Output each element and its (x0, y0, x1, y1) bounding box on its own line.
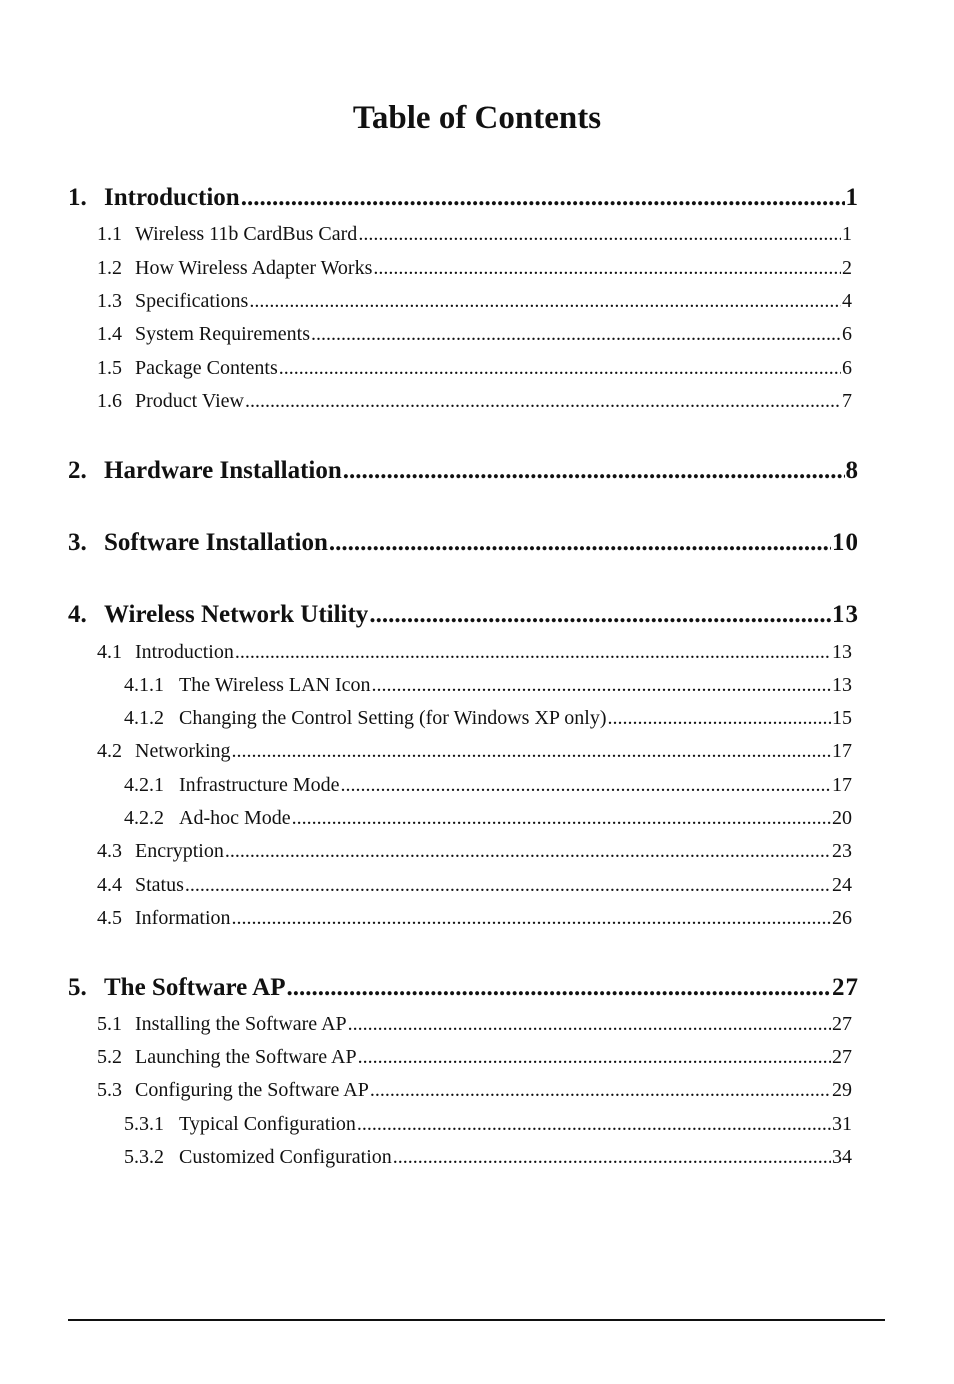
toc-section-title: How Wireless Adapter Works (135, 257, 373, 279)
toc-chapter-title: Wireless Network Utility (104, 601, 369, 628)
toc-chapter-2[interactable] (68, 455, 859, 487)
toc-page-number: 34 (832, 1146, 852, 1168)
toc-section-title: Product View (135, 390, 244, 412)
dot-leader (329, 527, 831, 559)
toc-page-number: 27 (832, 1013, 852, 1035)
dot-leader (357, 1111, 831, 1137)
toc-subsection-number: 4.2.1 (124, 774, 164, 796)
toc-section-title: System Requirements (135, 323, 310, 345)
toc-section-title: Package Contents (135, 357, 278, 379)
toc-page-number: 2 (842, 257, 852, 279)
toc-chapter-3[interactable] (68, 527, 859, 559)
toc-section-1-2[interactable] (97, 255, 852, 281)
dot-leader (232, 905, 831, 931)
toc-page-number: 13 (832, 601, 859, 628)
toc-section-title: Status (135, 874, 184, 896)
toc-page-number: 4 (842, 290, 852, 312)
toc-subsection-title: Infrastructure Mode (179, 774, 340, 796)
toc-section-number: 1.2 (97, 257, 122, 279)
toc-section-title: Specifications (135, 290, 249, 312)
dot-leader (608, 705, 831, 731)
toc-section-title: Launching the Software AP (135, 1046, 357, 1068)
toc-section-number: 1.4 (97, 323, 122, 345)
toc-chapter-number: 3. (68, 529, 87, 556)
toc-chapter-title: Hardware Installation (104, 457, 342, 484)
toc-page-number: 7 (842, 390, 852, 412)
toc-section-4-3[interactable] (97, 838, 852, 864)
toc-page-number: 23 (832, 840, 852, 862)
toc-chapter-number: 4. (68, 601, 87, 628)
toc-section-title: Introduction (135, 641, 234, 663)
toc-page-number: 13 (832, 641, 852, 663)
toc-chapter-5[interactable] (68, 972, 859, 1004)
dot-leader (232, 738, 831, 764)
page-title: Table of Contents (352, 100, 602, 136)
toc-page-number: 17 (832, 740, 852, 762)
toc-chapter-title: The Software AP (104, 974, 286, 1001)
toc-subsection-number: 5.3.2 (124, 1146, 164, 1168)
toc-subsection-5-3-2[interactable] (124, 1144, 852, 1170)
toc-subsection-title: Changing the Control Setting (for Windows XP only) (179, 707, 607, 729)
toc-section-number: 1.5 (97, 357, 122, 379)
dot-leader (373, 255, 841, 281)
toc-section-4-4[interactable] (97, 872, 852, 898)
toc-subsection-number: 4.2.2 (124, 807, 164, 829)
toc-page-number: 13 (832, 674, 852, 696)
toc-page-number: 27 (832, 974, 859, 1001)
toc-page-number: 6 (842, 357, 852, 379)
toc-subsection-5-3-1[interactable] (124, 1111, 852, 1137)
toc-section-1-4[interactable] (97, 321, 852, 347)
toc-page-number: 29 (832, 1079, 852, 1101)
toc-section-number: 5.1 (97, 1013, 122, 1035)
toc-section-1-5[interactable] (97, 355, 852, 381)
toc-section-number: 1.3 (97, 290, 122, 312)
toc-section-4-5[interactable] (97, 905, 852, 931)
toc-chapter-title: Software Installation (104, 529, 328, 556)
toc-section-number: 4.1 (97, 641, 122, 663)
dot-leader (225, 838, 831, 864)
toc-subsection-4-2-1[interactable] (124, 772, 852, 798)
toc-section-4-2[interactable] (97, 738, 852, 764)
toc-subsection-number: 5.3.1 (124, 1113, 164, 1135)
toc-section-number: 4.2 (97, 740, 122, 762)
toc-section-title: Wireless 11b CardBus Card (135, 223, 358, 245)
toc-section-title: Installing the Software AP (135, 1013, 347, 1035)
dot-leader (311, 321, 841, 347)
toc-subsection-number: 4.1.1 (124, 674, 164, 696)
dot-leader (358, 221, 841, 247)
toc-section-title: Configuring the Software AP (135, 1079, 369, 1101)
dot-leader (286, 972, 831, 1004)
toc-section-title: Networking (135, 740, 231, 762)
toc-subsection-4-1-1[interactable] (124, 672, 852, 698)
toc-section-4-1[interactable] (97, 639, 852, 665)
toc-subsection-title: Customized Configuration (179, 1146, 392, 1168)
toc-chapter-number: 1. (68, 184, 87, 211)
toc-section-1-6[interactable] (97, 388, 852, 414)
dot-leader (372, 672, 831, 698)
toc-chapter-number: 2. (68, 457, 87, 484)
dot-leader (249, 288, 841, 314)
toc-section-number: 1.1 (97, 223, 122, 245)
toc-section-1-1[interactable] (97, 221, 852, 247)
toc-section-title: Encryption (135, 840, 224, 862)
toc-subsection-title: Typical Configuration (179, 1113, 356, 1135)
dot-leader (348, 1011, 831, 1037)
dot-leader (358, 1044, 831, 1070)
dot-leader (393, 1144, 831, 1170)
toc-page-number: 6 (842, 323, 852, 345)
toc-section-number: 5.3 (97, 1079, 122, 1101)
footer-rule (68, 1319, 885, 1321)
toc-subsection-title: The Wireless LAN Icon (179, 674, 371, 696)
toc-page-number: 1 (842, 223, 852, 245)
toc-section-1-3[interactable] (97, 288, 852, 314)
dot-leader (292, 805, 831, 831)
dot-leader (241, 182, 845, 214)
dot-leader (245, 388, 841, 414)
dot-leader (341, 772, 832, 798)
dot-leader (369, 599, 831, 631)
dot-leader (370, 1077, 831, 1103)
toc-section-5-1[interactable] (97, 1011, 852, 1037)
toc-page-number: 24 (832, 874, 852, 896)
toc-page-number: 20 (832, 807, 852, 829)
toc-page-number: 8 (845, 457, 859, 484)
toc-section-number: 4.3 (97, 840, 122, 862)
toc-page-number: 26 (832, 907, 852, 929)
toc-section-number: 4.5 (97, 907, 122, 929)
toc-page-number: 27 (832, 1046, 852, 1068)
toc-section-number: 5.2 (97, 1046, 122, 1068)
toc-chapter-number: 5. (68, 974, 87, 1001)
dot-leader (235, 639, 831, 665)
toc-page-number: 17 (832, 774, 852, 796)
toc-page-number: 10 (832, 529, 859, 556)
dot-leader (279, 355, 841, 381)
toc-subsection-number: 4.1.2 (124, 707, 164, 729)
dot-leader (343, 455, 845, 487)
toc-section-5-3[interactable] (97, 1077, 852, 1103)
toc-section-number: 4.4 (97, 874, 122, 896)
toc-chapter-4[interactable] (68, 599, 859, 631)
toc-subsection-4-2-2[interactable] (124, 805, 852, 831)
toc-subsection-4-1-2[interactable] (124, 705, 852, 731)
toc-section-number: 1.6 (97, 390, 122, 412)
toc-section-5-2[interactable] (97, 1044, 852, 1070)
toc-page-number: 31 (832, 1113, 852, 1135)
toc-page-number: 1 (845, 184, 859, 211)
toc-chapter-title: Introduction (104, 184, 240, 211)
dot-leader (185, 872, 831, 898)
toc-section-title: Information (135, 907, 231, 929)
toc-chapter-1[interactable] (68, 182, 859, 214)
toc-page-number: 15 (832, 707, 852, 729)
toc-subsection-title: Ad-hoc Mode (179, 807, 291, 829)
